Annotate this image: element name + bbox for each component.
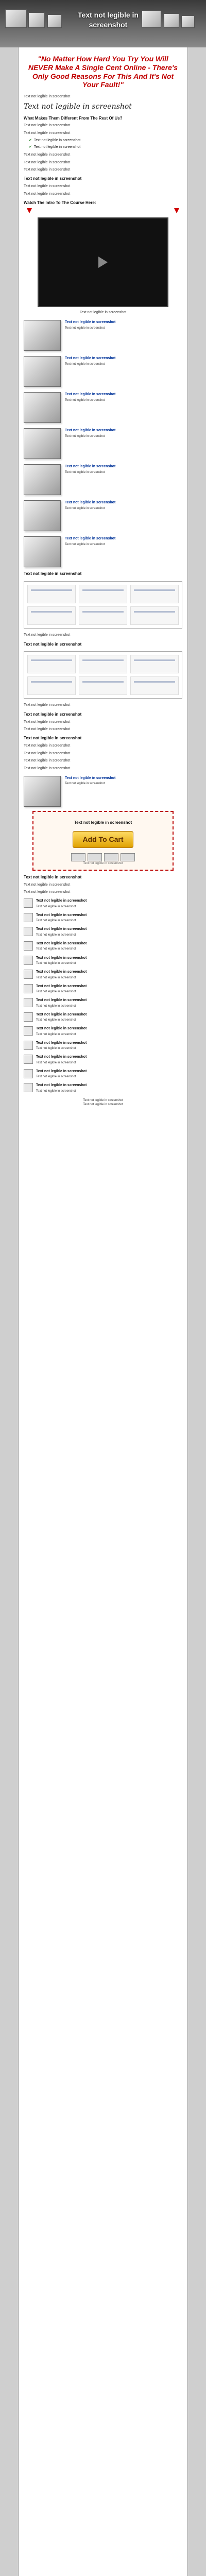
card-icon: [104, 853, 118, 861]
sample-cell: [130, 606, 179, 625]
product-name: Text not legible in screenshot: [65, 776, 116, 780]
faq-answer: Text not legible in screenshot: [36, 1075, 76, 1079]
faq-item: [24, 1055, 182, 1065]
faq-content: [36, 970, 182, 980]
sample-cell: [27, 676, 76, 695]
payment-cards: [39, 853, 167, 861]
product-item: [24, 776, 182, 807]
faq-avatar: [24, 956, 33, 965]
faq-item: [24, 1012, 182, 1023]
product-name: Text not legible in screenshot: [65, 465, 116, 469]
product-text: [65, 536, 182, 567]
sample-title: Text not legible in screenshot: [24, 571, 82, 577]
sample-cell: [130, 655, 179, 673]
faq-question: Text not legible in screenshot: [36, 970, 87, 974]
sample-title: Text not legible in screenshot: [24, 641, 82, 647]
header-product-box-1: [5, 9, 27, 28]
faq-answer: Text not legible in screenshot: [36, 1089, 76, 1093]
section-paragraph: Text not legible in screenshot: [24, 131, 71, 135]
faq-avatar: [24, 913, 33, 922]
product-image: [24, 356, 61, 387]
faq-content: [36, 1041, 182, 1051]
product-text: [65, 392, 182, 423]
faq-answer: Text not legible in screenshot: [36, 947, 76, 951]
section-paragraph: Text not legible in screenshot: [24, 766, 71, 770]
sample-cell: [79, 585, 127, 603]
section-title: Text not legible in screenshot: [24, 711, 82, 717]
product-desc: Text not legible in screenshot: [65, 362, 105, 366]
faq-avatar: [24, 1069, 33, 1078]
sample-grid-1: [24, 581, 182, 629]
faq-answer: Text not legible in screenshot: [36, 1004, 76, 1008]
product-item: [24, 428, 182, 459]
faq-answer: Text not legible in screenshot: [36, 1061, 76, 1064]
faq-answer: Text not legible in screenshot: [36, 990, 76, 994]
section-title: What Makes Them Different From The Rest Of Us?: [24, 115, 123, 121]
section-paragraph: Text not legible in screenshot: [24, 192, 71, 196]
section-paragraph: Text not legible in screenshot: [24, 890, 71, 894]
section-title: Text not legible in screenshot: [24, 874, 82, 879]
product-item: [24, 356, 182, 387]
faq-answer: Text not legible in screenshot: [36, 933, 76, 937]
benefit-item: ✔ Text not legible in screenshot: [29, 138, 182, 143]
faq-avatar: [24, 1026, 33, 1036]
faq-content: [36, 913, 182, 923]
faq-question: Text not legible in screenshot: [36, 1055, 87, 1059]
faq-answer: Text not legible in screenshot: [36, 1047, 76, 1050]
product-name: Text not legible in screenshot: [65, 320, 116, 325]
faq-content: [36, 1083, 182, 1093]
faq-answer: Text not legible in screenshot: [36, 976, 76, 979]
product-desc: Text not legible in screenshot: [65, 326, 105, 330]
card-icon: [71, 853, 85, 861]
product-item: [24, 392, 182, 423]
section-paragraph: Text not legible in screenshot: [24, 184, 71, 189]
section-paragraph: Text not legible in screenshot: [24, 751, 71, 755]
sample-cell: [27, 585, 76, 603]
product-image: [24, 776, 61, 807]
product-desc: Text not legible in screenshot: [65, 398, 105, 402]
faq-item: [24, 984, 182, 994]
faq-content: [36, 1055, 182, 1065]
sample-grid-2: [24, 651, 182, 699]
faq-answer: Text not legible in screenshot: [36, 1019, 76, 1022]
add-to-cart-button[interactable]: Add To Cart: [73, 831, 133, 848]
product-image: [24, 428, 61, 459]
product-name: Text not legible in screenshot: [65, 393, 116, 397]
product-name: Text not legible in screenshot: [65, 537, 116, 541]
product-desc: Text not legible in screenshot: [65, 470, 105, 474]
faq-avatar: [24, 970, 33, 979]
section-paragraph: Text not legible in screenshot: [24, 153, 71, 157]
faq-item: [24, 1041, 182, 1051]
sample-cell: [130, 676, 179, 695]
card-icon: [88, 853, 102, 861]
section-paragraph: Text not legible in screenshot: [24, 160, 71, 164]
header-product-box-2: [28, 12, 45, 28]
section-paragraph: Text not legible in screenshot: [24, 744, 71, 748]
faq-question: Text not legible in screenshot: [36, 942, 87, 946]
sample-cell: [130, 585, 179, 603]
faq-avatar: [24, 1055, 33, 1064]
sample-grid: [27, 655, 179, 695]
faq-content: [36, 941, 182, 952]
product-image: [24, 320, 61, 351]
faq-question: Text not legible in screenshot: [36, 1041, 87, 1045]
product-name: Text not legible in screenshot: [65, 357, 116, 361]
faq-item: [24, 927, 182, 937]
faq-avatar: [24, 1041, 33, 1050]
sample-cell: [79, 606, 127, 625]
faq-avatar: [24, 941, 33, 951]
product-text: [65, 776, 182, 807]
header-product-box-6: [181, 15, 195, 28]
order-box: [32, 811, 174, 871]
product-image: [24, 464, 61, 495]
sample-caption: Text not legible in screenshot: [24, 703, 71, 707]
faq-content: [36, 899, 182, 909]
faq-avatar: [24, 927, 33, 936]
product-name: Text not legible in screenshot: [65, 429, 116, 433]
section-title: Text not legible in screenshot: [24, 736, 82, 741]
sample-cell: [27, 606, 76, 625]
product-image: [24, 536, 61, 567]
arrow-down-icon: [27, 208, 32, 213]
faq-question: Text not legible in screenshot: [36, 1069, 87, 1073]
product-text: [65, 320, 182, 351]
faq-item: [24, 970, 182, 980]
faq-question: Text not legible in screenshot: [36, 927, 87, 931]
intro-video[interactable]: [38, 217, 168, 307]
product-text: [65, 464, 182, 495]
faq-item: [24, 1026, 182, 1037]
section-paragraph: Text not legible in screenshot: [24, 167, 71, 172]
video-arrows: [24, 208, 182, 213]
header-product-box-3: [47, 14, 62, 28]
faq-item: [24, 956, 182, 966]
benefit-item: ✔ Text not legible in screenshot: [29, 145, 182, 149]
faq-answer: Text not legible in screenshot: [36, 919, 76, 923]
section-title: Text not legible in screenshot: [24, 176, 82, 181]
intro-small: Text not legible in screenshot: [24, 95, 71, 99]
faq-avatar: [24, 1012, 33, 1022]
faq-content: [36, 984, 182, 994]
faq-question: Text not legible in screenshot: [36, 984, 87, 988]
header: [0, 0, 206, 47]
benefit-list: [29, 138, 182, 149]
faq-answer: Text not legible in screenshot: [36, 905, 76, 908]
section-paragraph: Text not legible in screenshot: [24, 759, 71, 763]
video-title: Watch The Intro To The Course Here:: [24, 200, 96, 206]
faq-question: Text not legible in screenshot: [36, 1083, 87, 1088]
header-product-box-5: [164, 13, 179, 28]
faq-avatar: [24, 984, 33, 993]
footer: [24, 1098, 182, 1107]
faq-item: [24, 913, 182, 923]
faq-item: [24, 1069, 182, 1079]
product-desc: Text not legible in screenshot: [65, 543, 105, 546]
product-desc: Text not legible in screenshot: [65, 782, 105, 786]
faq-item: [24, 998, 182, 1008]
faq-answer: Text not legible in screenshot: [36, 1032, 76, 1036]
product-item: [24, 320, 182, 351]
faq-question: Text not legible in screenshot: [36, 899, 87, 903]
section-paragraph: Text not legible in screenshot: [24, 883, 71, 887]
faq-question: Text not legible in screenshot: [36, 1027, 87, 1031]
faq-avatar: [24, 1083, 33, 1092]
content-page: [18, 47, 188, 2576]
product-desc: Text not legible in screenshot: [65, 506, 105, 510]
faq-content: [36, 1069, 182, 1079]
section-paragraph: Text not legible in screenshot: [24, 727, 71, 731]
sample-cell: [79, 655, 127, 673]
video-label: Text not legible in screenshot: [79, 310, 127, 314]
order-title: Text not legible in screenshot: [74, 820, 132, 825]
product-item: [24, 536, 182, 567]
sample-grid: [27, 585, 179, 625]
product-text: [65, 500, 182, 531]
faq-item: [24, 1083, 182, 1093]
header-product-box-4: [142, 10, 161, 28]
faq-question: Text not legible in screenshot: [36, 998, 87, 1003]
product-item: [24, 464, 182, 495]
faq-item: [24, 899, 182, 909]
product-item: [24, 500, 182, 531]
product-text: [65, 428, 182, 459]
faq-item: [24, 941, 182, 952]
footer-line-2: Text not legible in screenshot: [83, 1103, 123, 1106]
product-image: [24, 392, 61, 423]
faq-avatar: [24, 899, 33, 908]
sample-cell: [79, 676, 127, 695]
faq-content: [36, 1012, 182, 1023]
card-icon: [121, 853, 135, 861]
faq-content: [36, 956, 182, 966]
faq-question: Text not legible in screenshot: [36, 1012, 87, 1016]
order-note: Text not legible in screenshot: [83, 861, 123, 865]
product-desc: Text not legible in screenshot: [65, 434, 105, 438]
faq-content: [36, 927, 182, 937]
faq-content: [36, 1026, 182, 1037]
header-title: Text not legible in screenshot: [78, 11, 139, 29]
signature: Text not legible in screenshot: [24, 102, 132, 111]
arrow-down-icon: [174, 208, 179, 213]
product-text: [65, 356, 182, 387]
product-name: Text not legible in screenshot: [65, 501, 116, 505]
sample-cell: [27, 655, 76, 673]
faq-question: Text not legible in screenshot: [36, 956, 87, 960]
faq-content: [36, 998, 182, 1008]
main-headline: "No Matter How Hard You Try You Will NEVER Make A Single Cent Online - There's Only Good Reasons For This And It's Not Your Fault!": [28, 55, 178, 89]
faq-answer: Text not legible in screenshot: [36, 961, 76, 965]
faq-question: Text not legible in screenshot: [36, 913, 87, 917]
product-image: [24, 500, 61, 531]
footer-line-1: Text not legible in screenshot: [83, 1098, 123, 1102]
sample-caption: Text not legible in screenshot: [24, 633, 71, 637]
faq-avatar: [24, 998, 33, 1007]
section-paragraph: Text not legible in screenshot: [24, 720, 71, 724]
section-paragraph: Text not legible in screenshot: [24, 124, 71, 128]
